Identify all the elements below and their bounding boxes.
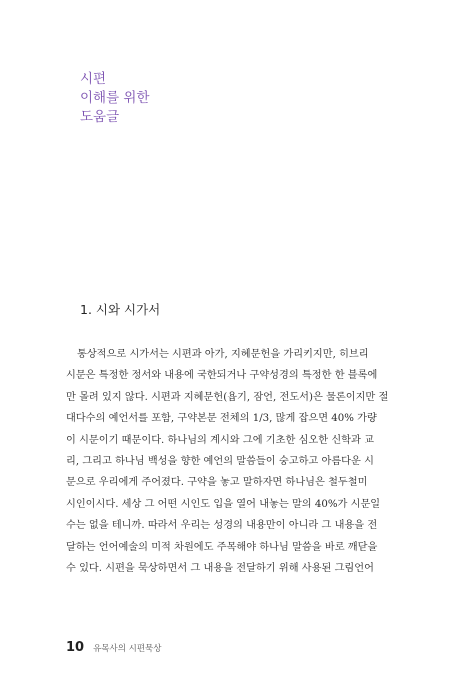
body-line: 문으로 우리에게 주어졌다. 구약을 놓고 말하자면 하나님은 철두철미 [66, 477, 368, 489]
body-line: 리, 그리고 하나님 백성을 향한 예언의 말씀들이 숭고하고 아름다운 시 [66, 455, 374, 467]
page-footer [66, 640, 161, 655]
body-line: 대다수의 예언서를 포함, 구약본문 전체의 1/3, 많게 잡으면 40% 가량 [66, 413, 377, 425]
chapter-header-line-1: 시편 [80, 71, 107, 87]
section-heading: 1. 시와 시가서 [80, 302, 161, 317]
chapter-header-line-3: 도움글 [80, 109, 120, 125]
body-line: 수는 없을 테니까. 따라서 우리는 성경의 내용만이 아니라 그 내용을 전 [66, 520, 378, 532]
body-line: 달하는 언어예술의 미적 차원에도 주목해야 하나님 말씀을 바로 깨닫을 [66, 541, 378, 553]
body-line: 시인이시다. 세상 그 어떤 시인도 입을 열어 내놓는 말의 40%가 시문일 [66, 498, 381, 510]
chapter-header [80, 70, 150, 127]
body-line: 수 있다. 시편을 묵상하면서 그 내용을 전달하기 위해 사용된 그림언어 [66, 562, 374, 574]
page-number: 10 [66, 640, 85, 655]
body-line: 이 시문이기 때문이다. 하나님의 계시와 그에 기초한 심오한 신학과 교 [66, 434, 374, 446]
body-line: 통상적으로 시가서는 시편과 아가, 지혜문헌을 가리키지만, 히브리 [77, 349, 369, 360]
body-line: 시문은 특정한 정서와 내용에 국한되거나 구약성경의 특정한 한 블록에 [66, 370, 378, 382]
chapter-header-line-2: 이해를 위한 [80, 90, 150, 106]
running-title: 유목사의 시편묵상 [93, 644, 162, 654]
body-paragraph [66, 344, 396, 579]
body-line: 만 몰려 있지 않다. 시편과 지혜문헌(욥기, 잠언, 전도서)은 물론이지만 절 [66, 391, 389, 403]
